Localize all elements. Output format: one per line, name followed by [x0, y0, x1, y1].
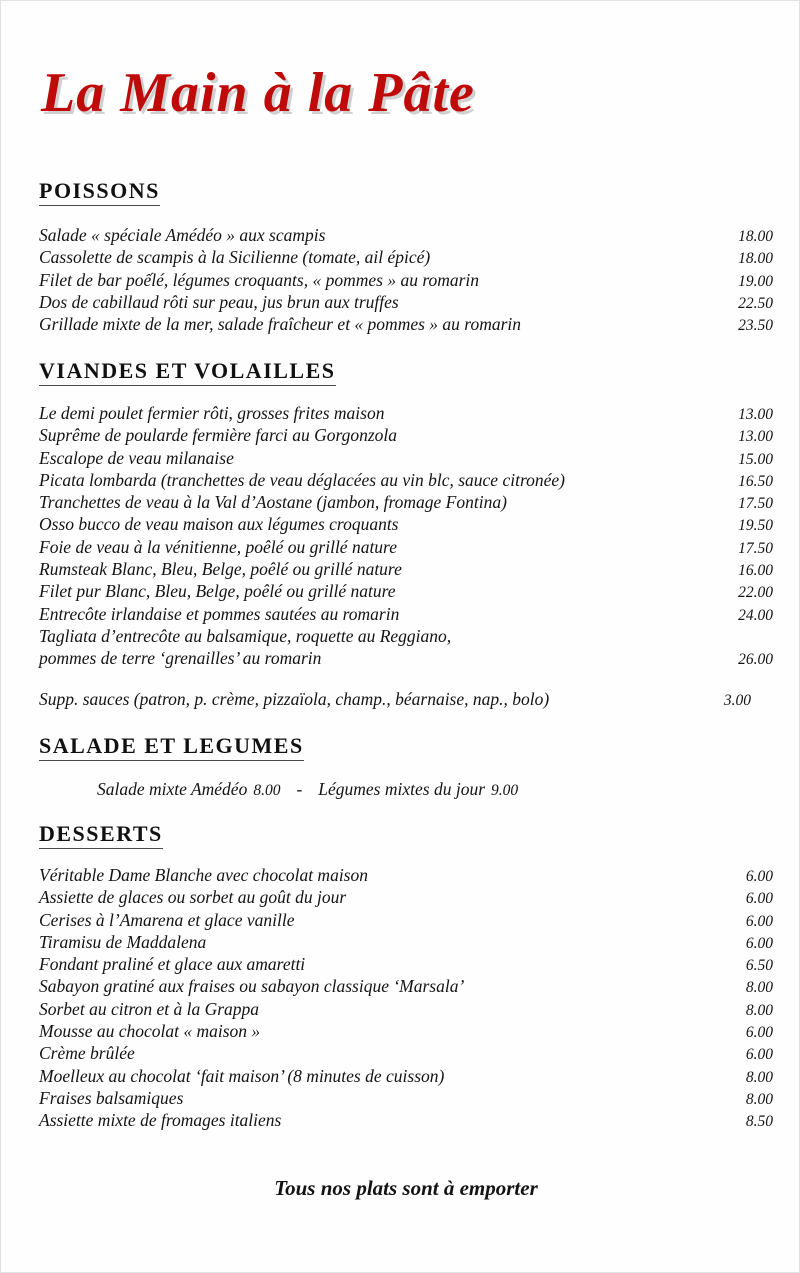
- menu-item-name: Sorbet au citron et à la Grappa: [39, 998, 260, 1019]
- menu-item-name: Moelleux au chocolat ‘fait maison’ (8 minutes de cuisson): [39, 1065, 445, 1086]
- menu-row: [39, 976, 773, 998]
- menu-item-name: Osso bucco de veau maison aux légumes croquants: [39, 514, 399, 535]
- menu-item-price: 24.00: [738, 606, 773, 624]
- section-heading-desserts: DESSERTS: [39, 821, 163, 849]
- menu-item-name: Salade « spéciale Amédéo » aux scampis: [39, 225, 326, 245]
- menu-item-name: Le demi poulet fermier rôti, grosses frites maison: [39, 403, 385, 423]
- menu-item-name: Escalope de veau milanaise: [39, 447, 234, 468]
- section-heading-desserts-wrap: [39, 821, 163, 849]
- menu-item-price: 8.00: [745, 1090, 773, 1108]
- menu-item-name: Cassolette de scampis à la Sicilienne (tomate, ail épicé): [39, 247, 431, 268]
- menu-item-price: 8.00: [745, 979, 773, 997]
- supplement-row-wrap: [39, 689, 773, 711]
- menu-item-price: 6.00: [745, 890, 773, 908]
- menu-row: [39, 559, 773, 581]
- menu-item-name: Suprême de poularde fermière farci au Gorgonzola: [39, 425, 398, 446]
- section-heading-poissons: POISSONS: [39, 178, 160, 206]
- section-heading-salade-et-legumes: SALADE ET LEGUMES: [39, 733, 304, 761]
- menu-row: [39, 403, 773, 425]
- menu-item-name: Sabayon gratiné aux fraises ou sabayon classique ‘Marsala’: [39, 976, 465, 997]
- menu-item-price: 6.00: [745, 912, 773, 930]
- menu-item-name: Grillade mixte de la mer, salade fraîcheur et « pommes » au romarin: [39, 314, 522, 335]
- section-heading-poissons-wrap: [39, 178, 160, 206]
- menu-item-price: 18.00: [738, 250, 773, 268]
- menu-row: [39, 887, 773, 909]
- menu-item-price: 17.50: [738, 539, 773, 557]
- menu-item-price: 17.50: [738, 495, 773, 513]
- menu-item-name: Picata lombarda (tranchettes de veau déglacées au vin blc, sauce citronée): [39, 469, 565, 490]
- menu-item-price: 8.00: [745, 1068, 773, 1086]
- menu-item-price: 15.00: [738, 450, 773, 468]
- menu-item-price: 6.00: [745, 868, 773, 885]
- page-title: La Main à la Pâte: [41, 62, 475, 124]
- menu-item-name: Dos de cabillaud rôti sur peau, jus brun aux truffes: [39, 291, 399, 312]
- menu-item-name: Entrecôte irlandaise et pommes sautées au romarin: [39, 603, 400, 624]
- menu-row: [39, 648, 773, 670]
- menu-item-name: Tiramisu de Maddalena: [39, 931, 207, 952]
- menu-row: [39, 581, 773, 603]
- menu-item-price: 13.00: [738, 428, 773, 446]
- menu-item-price: 26.00: [738, 651, 773, 669]
- supplement-price: 3.00: [723, 692, 751, 709]
- menu-item-name: Filet pur Blanc, Bleu, Belge, poêlé ou grillé nature: [39, 581, 396, 602]
- menu-item-name: Tagliata d’entrecôte au balsamique, roquette au Reggiano,: [39, 625, 452, 646]
- menu-row: [39, 270, 773, 292]
- menu-row: [39, 470, 773, 492]
- menu-item-price: 22.00: [738, 584, 773, 602]
- menu-row: [39, 514, 773, 536]
- menu-item-name: Fraises balsamiques: [39, 1087, 184, 1108]
- menu-item-name: pommes de terre ‘grenailles’ au romarin: [39, 648, 322, 669]
- menu-item-price: 13.00: [738, 406, 773, 423]
- menu-row: [39, 292, 773, 314]
- menu-item-price: 16.50: [738, 472, 773, 490]
- menu-item-price: 16.00: [738, 562, 773, 580]
- section-list-desserts: [39, 865, 773, 1133]
- section-heading-salade-wrap: [39, 733, 304, 761]
- salade-mixte-price: 8.00: [253, 782, 281, 799]
- menu-row: [39, 954, 773, 976]
- supplement-name: Supp. sauces (patron, p. crème, pizzaïola, champ., béarnaise, nap., bolo): [39, 689, 550, 709]
- menu-row: [39, 1021, 773, 1043]
- menu-item-name: Crème brûlée: [39, 1043, 135, 1064]
- menu-item-price: 6.00: [745, 934, 773, 952]
- menu-item-name: Tranchettes de veau à la Val d’Aostane (jambon, fromage Fontina): [39, 492, 507, 513]
- menu-row-supplement: [39, 689, 773, 711]
- menu-row: [39, 1066, 773, 1088]
- section-list-viandes: [39, 403, 773, 671]
- menu-row: [39, 492, 773, 514]
- menu-item-price: 6.00: [745, 1024, 773, 1042]
- menu-item-name: Véritable Dame Blanche avec chocolat maison: [39, 865, 368, 885]
- menu-item-price: 8.00: [745, 1001, 773, 1019]
- menu-row: [39, 1043, 773, 1065]
- footer-note: Tous nos plats sont à emporter: [274, 1176, 538, 1200]
- menu-row: [39, 604, 773, 626]
- menu-item-price: 23.50: [738, 317, 773, 335]
- menu-item-price: 6.50: [745, 957, 773, 975]
- salade-mixte-name: Salade mixte Amédéo: [97, 779, 248, 799]
- menu-item-price: 6.00: [745, 1046, 773, 1064]
- menu-item-price: 19.00: [738, 272, 773, 290]
- section-heading-viandes-wrap: [39, 358, 336, 386]
- menu-item-name: Mousse au chocolat « maison »: [39, 1021, 261, 1042]
- legumes-mixtes-price: 9.00: [491, 782, 519, 799]
- menu-item-name: Assiette mixte de fromages italiens: [39, 1110, 282, 1131]
- menu-item-name: Fondant praliné et glace aux amaretti: [39, 954, 306, 975]
- menu-row: [39, 247, 773, 269]
- menu-item-name: Rumsteak Blanc, Bleu, Belge, poêlé ou grillé nature: [39, 559, 402, 580]
- menu-row: [39, 865, 773, 887]
- menu-row: [39, 225, 773, 247]
- menu-content: [39, 1, 773, 1272]
- section-list-poissons: [39, 225, 773, 336]
- inline-separator: -: [296, 779, 303, 799]
- menu-row: [39, 1110, 773, 1132]
- menu-item-price: 19.50: [738, 517, 773, 535]
- menu-item-name: Foie de veau à la vénitienne, poêlé ou grillé nature: [39, 536, 397, 557]
- menu-item-name: Cerises à l’Amarena et glace vanille: [39, 909, 295, 930]
- menu-item-name: Filet de bar poếlé, légumes croquants, « pommes » au romarin: [39, 269, 480, 290]
- menu-row: [39, 537, 773, 559]
- menu-row: [39, 932, 773, 954]
- menu-item-price: 18.00: [738, 228, 773, 245]
- menu-row: [39, 626, 773, 648]
- menu-row: [39, 448, 773, 470]
- legumes-mixtes-name: Légumes mixtes du jour: [318, 779, 486, 799]
- section-heading-viandes-et-volailles: VIANDES ET VOLAILLES: [39, 358, 336, 386]
- menu-item-price: 22.50: [738, 294, 773, 312]
- menu-row: [39, 1088, 773, 1110]
- menu-row: [39, 425, 773, 447]
- menu-row: [39, 999, 773, 1021]
- menu-item-price: 8.50: [745, 1113, 773, 1131]
- menu-item-name: Assiette de glaces ou sorbet au goût du jour: [39, 887, 347, 908]
- menu-row: [39, 314, 773, 336]
- menu-row: [39, 910, 773, 932]
- salade-legumes-inline-row: [39, 779, 773, 800]
